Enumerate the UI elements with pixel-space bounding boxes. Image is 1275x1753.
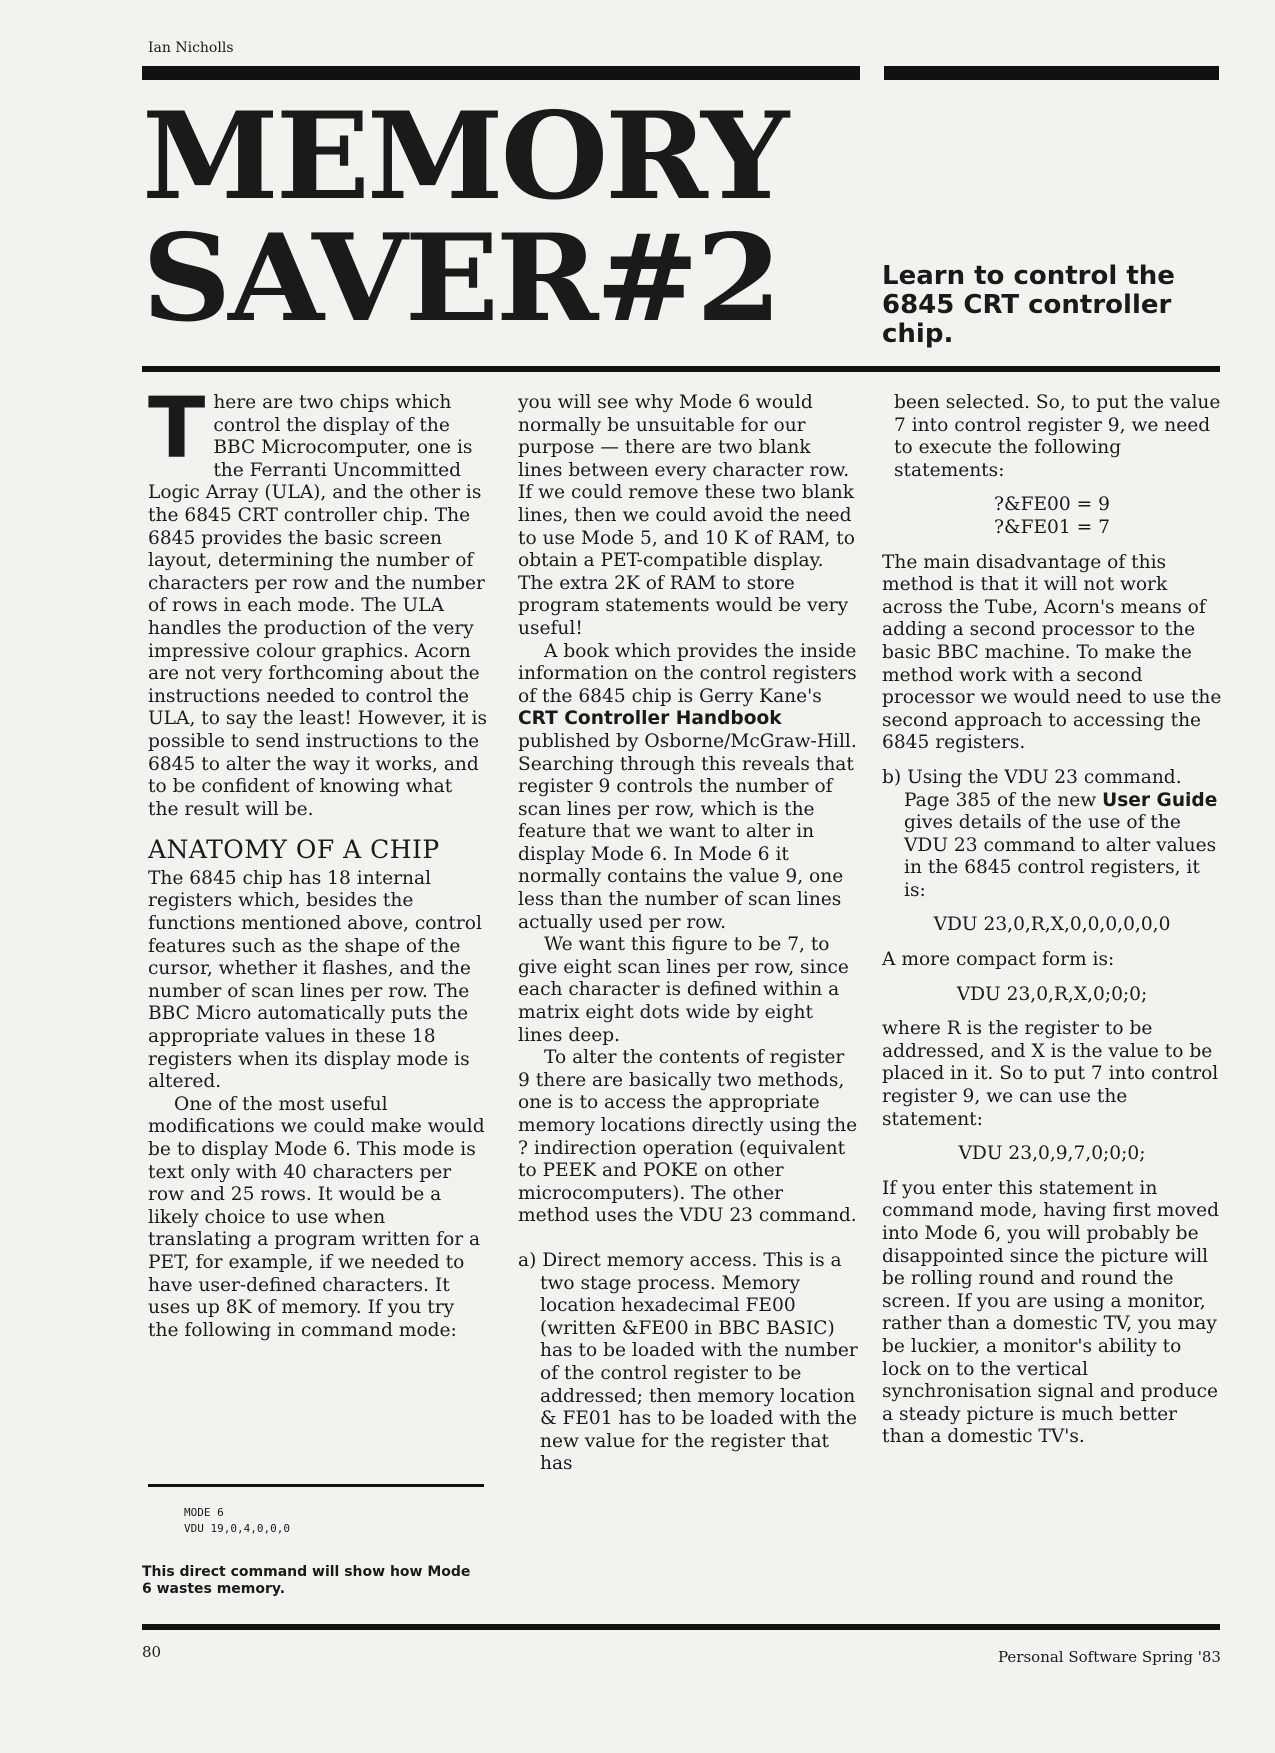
paragraph: One of the most useful modifications we could make would be to display Mode 6. This mode is text only with 40 characters per row and 25 rows. It would be a likely choice to use when translating a program written for a PET, for example, if we needed to have user-defined characters. It uses up 8K of memory. If you try the following in command mode: xyxy=(148,1093,485,1341)
page-number: 80 xyxy=(142,1643,162,1661)
title-line-2: SAVER#2 xyxy=(142,208,779,349)
article-title xyxy=(142,86,884,349)
paragraph-text: b) Using the VDU 23 command. Page 385 of the new xyxy=(882,766,1182,811)
paragraph-text: published by Osborne/McGraw-Hill. Searching through this reveals that register 9 controls the number of scan lines per row, which is the feature that we want to alter in display Mode 6. In Mode 6 it normally contains the value 9, one less than the number of scan lines actually used per row. xyxy=(518,730,857,933)
section-heading: ANATOMY OF A CHIP xyxy=(148,835,440,865)
paragraph: To alter the contents of register 9 there are basically two methods, one is to access the appropriate memory locations directly using the ? indirection operation (equivalent to PEEK and POKE on other microcomputers). The other method uses the VDU 23 command. xyxy=(518,1047,858,1227)
intro-paragraph: here are two chips which control the display of the BBC Microcomputer, one is the Ferranti Uncommitted Logic Array (ULA), and the other is the 6845 CRT controller chip. The 6845 provides the basic screen layout, determining the number of characters per row and the number of rows in each mode. The ULA handles the production of the very impressive colour graphics. Acorn are not very forthcoming about the instructions needed to control the ULA, to say the least! However, it is possible to send instructions to the 6845 to alter the way it works, and to be confident of knowing what the result will be. xyxy=(148,392,487,820)
top-rule-left xyxy=(142,66,860,80)
column-2 xyxy=(518,392,858,1476)
statement-line: ?&FE00 = 9 xyxy=(994,494,1110,516)
statement xyxy=(882,517,1222,540)
vdu-statement: VDU 23,0,R,X,0,0,0,0,0,0 xyxy=(933,914,1171,936)
book-title: CRT Controller Handbook xyxy=(518,708,782,730)
column-1 xyxy=(148,379,488,1342)
statement xyxy=(882,494,1222,517)
paragraph-text: A book which provides the inside information on the control registers of the 6845 chip is Gerry Kane's xyxy=(518,640,857,707)
statement-line: ?&FE01 = 7 xyxy=(994,516,1110,538)
drop-cap: T xyxy=(148,379,206,477)
paragraph: We want this figure to be 7, to give eight scan lines per row, since each character is defined within a matrix eight dots wide by eight lines deep. xyxy=(518,934,849,1046)
title-underline xyxy=(142,366,1220,372)
paragraph: you will see why Mode 6 would normally be unsuitable for our purpose — there are two blank lines between every character row. If we could remove these two blank lines, then we could avoid the need to use Mode 5, and 10 K of RAM, to obtain a PET-compatible display. The extra 2K of RAM to store program statements would be very useful! xyxy=(518,392,855,639)
paragraph: If you enter this statement in command mode, having first moved into Mode 6, you will probably be disappointed since the picture will be rolling round and round the screen. If you are using a monitor, rather than a domestic TV, you may be luckier, a monitor's ability to lock on to the vertical synchronisation signal and produce a steady picture is much better than a domestic TV's. xyxy=(882,1177,1220,1448)
bottom-rule xyxy=(142,1624,1220,1630)
list-item xyxy=(882,767,1222,903)
code-caption: This direct command will show how Mode 6 wastes memory. xyxy=(142,1564,471,1597)
paragraph-text: gives details of the use of the VDU 23 command to alter values in the 6845 control registers, it is: xyxy=(904,812,1217,901)
paragraph: where R is the register to be addressed, and X is the value to be placed in it. So to put 7 into control register 9, we can use the statement: xyxy=(882,1018,1219,1130)
code-line: MODE 6 xyxy=(184,1506,224,1519)
code-listing xyxy=(148,1484,484,1537)
vdu-statement: VDU 23,0,R,X,0;0;0; xyxy=(956,983,1148,1005)
book-title: User Guide xyxy=(1102,789,1218,811)
paragraph: The 6845 chip has 18 internal registers which, besides the functions mentioned above, control features such as the shape of the cursor, whether it flashes, and the number of scan lines per row. The BBC Micro automatically puts the appropriate values in these 18 registers when its display mode is altered. xyxy=(148,867,482,1093)
top-rule-right xyxy=(884,66,1219,80)
title-line-1: MEMORY xyxy=(142,86,787,227)
vdu-statement: VDU 23,0,9,7,0;0;0; xyxy=(958,1143,1146,1165)
paragraph: The main disadvantage of this method is that it will not work across the Tube, Acorn's means of adding a second processor to the basic BBC machine. To make the method work with a second processor we would need to use the second approach to accessing the 6845 registers. xyxy=(882,551,1222,754)
standfirst: Learn to control the 6845 CRT controller chip. xyxy=(882,261,1175,349)
code-line: VDU 19,0,4,0,0,0 xyxy=(184,1522,290,1535)
list-item: a) Direct memory access. This is a two stage process. Memory location hexadecimal FE00 (written &FE00 in BBC BASIC) has to be loaded with the number of the control register to be addressed; then memory location & FE01 has to be loaded with the new value for the register that has xyxy=(518,1249,858,1475)
publication-footer: Personal Software Spring '83 xyxy=(998,1648,1221,1666)
column-3 xyxy=(882,392,1222,1449)
paragraph xyxy=(518,641,858,935)
paragraph: been selected. So, to put the value 7 into control register 9, we need to execute the following statements: xyxy=(894,392,1221,481)
paragraph: A more compact form is: xyxy=(882,949,1115,971)
author-byline: Ian Nicholls xyxy=(148,40,234,56)
